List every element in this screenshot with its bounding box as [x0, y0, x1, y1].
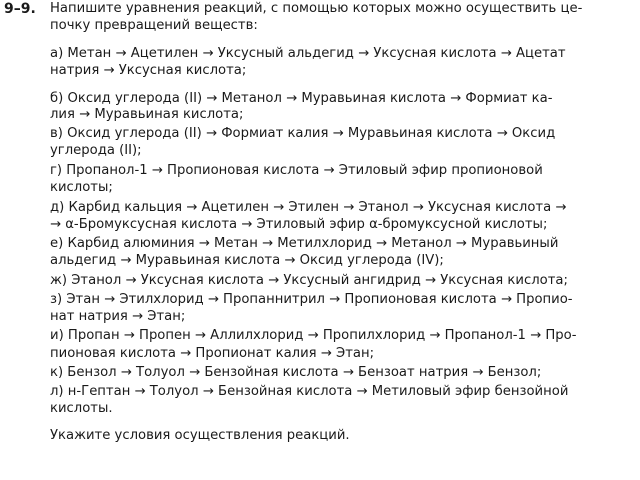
text-line: е) Карбид алюминия → Метан → Метилхлорид → Метанол → Муравьиный — [50, 236, 559, 251]
text-line: в) Оксид углерода (II) → Формиат калия → Муравьиная кислота → Оксид — [50, 126, 556, 141]
text-line: лия → Муравьиная кислота; — [50, 107, 244, 122]
text-line: пионовая кислота → Пропионат калия → Этан; — [50, 346, 375, 361]
text-line: а) Метан → Ацетилен → Уксусный альдегид → Уксусная кислота → Ацетат — [50, 46, 566, 61]
text-line: ж) Этанол → Уксусная кислота → Уксусный ангидрид → Уксусная кислота; — [50, 273, 568, 288]
text-line: альдегид → Муравьиная кислота → Оксид углерода (IV); — [50, 253, 444, 268]
text-line: к) Бензол → Толуол → Бензойная кислота → Бензоат натрия → Бензол; — [50, 365, 542, 380]
text-line: б) Оксид углерода (II) → Метанол → Муравьиная кислота → Формиат ка- — [50, 91, 553, 106]
text-line: Напишите уравнения реакций, с помощью которых можно осуществить це- — [50, 1, 583, 16]
instruction-line: Укажите условия осуществления реакций. — [50, 428, 350, 443]
text-line: кислоты. — [50, 401, 113, 416]
text-line: углерода (II); — [50, 143, 142, 158]
text-line: д) Карбид кальция → Ацетилен → Этилен → Этанол → Уксусная кислота → — [50, 200, 567, 215]
text-line: и) Пропан → Пропен → Аллилхлорид → Пропилхлорид → Пропанол-1 → Про- — [50, 328, 577, 343]
text-line: нат натрия → Этан; — [50, 309, 186, 324]
text-line: г) Пропанол-1 → Пропионовая кислота → Этиловый эфир пропионовой — [50, 163, 543, 178]
problem-number: 9–9. — [4, 1, 36, 17]
text-line: кислоты; — [50, 180, 113, 195]
text-line: почку превращений веществ: — [50, 18, 258, 33]
text-line: натрия → Уксусная кислота; — [50, 63, 247, 78]
text-line: з) Этан → Этилхлорид → Пропаннитрил → Пропионовая кислота → Пропио- — [50, 292, 573, 307]
text-line: л) н-Гептан → Толуол → Бензойная кислота → Метиловый эфир бензойной — [50, 384, 569, 399]
text-line: → α-Бромуксусная кислота → Этиловый эфир α-бромуксусной кислоты; — [50, 217, 548, 232]
